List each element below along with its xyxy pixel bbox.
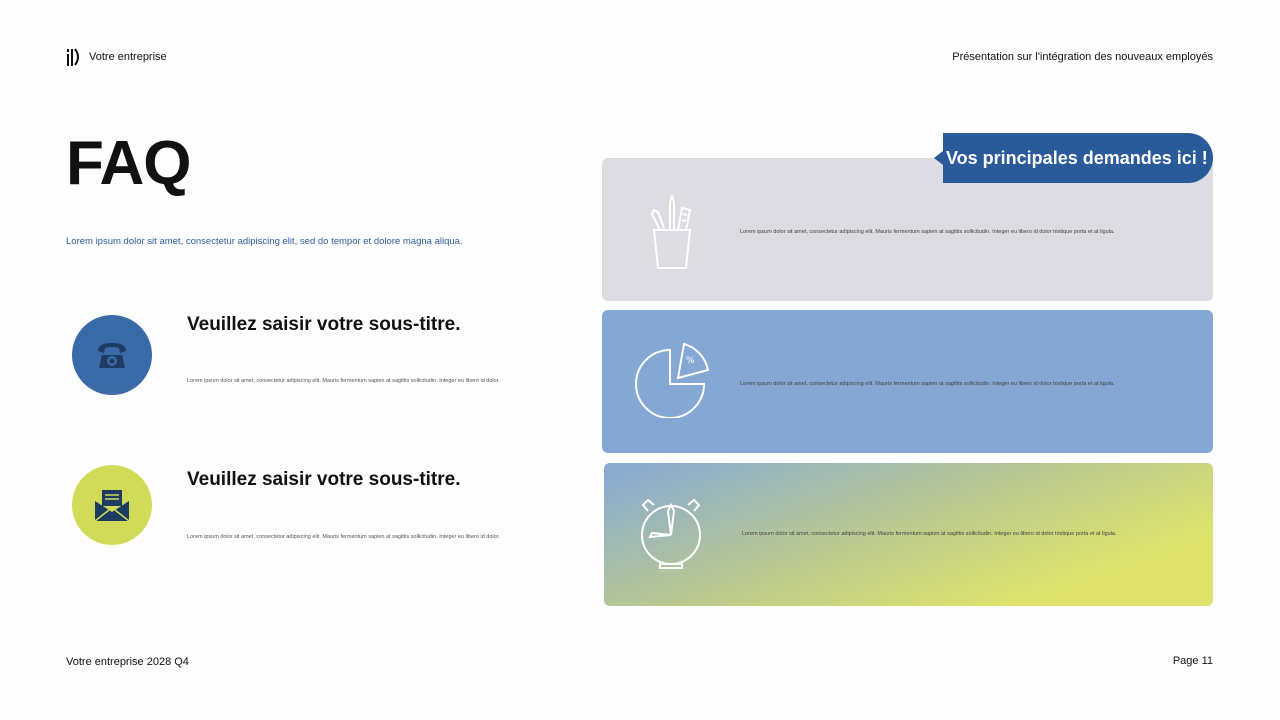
pie-chart-icon <box>634 342 712 418</box>
callout-banner <box>943 133 1213 183</box>
intro-text: Lorem ipsum dolor sit amet, consectetur adipiscing elit, sed do tempor et dolore magna aliqua. <box>66 236 463 247</box>
company-logo-icon <box>66 48 82 66</box>
company-name: Votre entreprise <box>89 51 167 63</box>
pencil-cup-icon <box>644 194 698 270</box>
header-brand <box>66 48 167 66</box>
envelope-circle <box>72 465 152 545</box>
subtitle-1-text: Lorem ipsum dolor sit amet, consectetur adipiscing elit. Mauris fermentum sapien at sagittis sollicitudin. Integer eu libero id dolor. <box>187 378 500 384</box>
faq-card-2-text: Lorem ipsum dolor sit amet, consectetur adipiscing elit. Mauris fermentum sapien at sagittis sollicitudin. Integer eu libero id dolor tristique porta et at ligula. <box>740 381 1115 387</box>
footer-company: Votre entreprise 2028 Q4 <box>66 656 189 668</box>
subtitle-1: Veuillez saisir votre sous-titre. <box>187 314 461 335</box>
faq-card-1-text: Lorem ipsum dolor sit amet, consectetur adipiscing elit. Mauris fermentum sapien at sagittis sollicitudin. Integer eu libero id dolor tristique porta et at ligula. <box>740 229 1115 235</box>
callout-text: Vos principales demandes ici ! <box>946 147 1208 168</box>
subtitle-2-text: Lorem ipsum dolor sit amet, consectetur adipiscing elit. Mauris fermentum sapien at sagittis sollicitudin. Integer eu libero id dolor. <box>187 534 500 540</box>
presentation-title: Présentation sur l'intégration des nouveaux employés <box>952 51 1213 63</box>
page-title: FAQ <box>66 129 191 198</box>
faq-card-3-text: Lorem ipsum dolor sit amet, consectetur adipiscing elit. Mauris fermentum sapien at sagittis sollicitudin. Integer eu libero id dolor tristique porta et at ligula. <box>742 531 1117 537</box>
page-number: Page 11 <box>1172 655 1213 667</box>
faq-card-3 <box>604 463 1213 606</box>
telephone-icon <box>92 335 132 375</box>
stopwatch-icon <box>638 493 704 573</box>
pie-percent-label: % <box>686 356 695 366</box>
subtitle-2: Veuillez saisir votre sous-titre. <box>187 469 461 490</box>
envelope-icon <box>92 485 132 525</box>
faq-card-2 <box>602 310 1213 453</box>
telephone-circle <box>72 315 152 395</box>
